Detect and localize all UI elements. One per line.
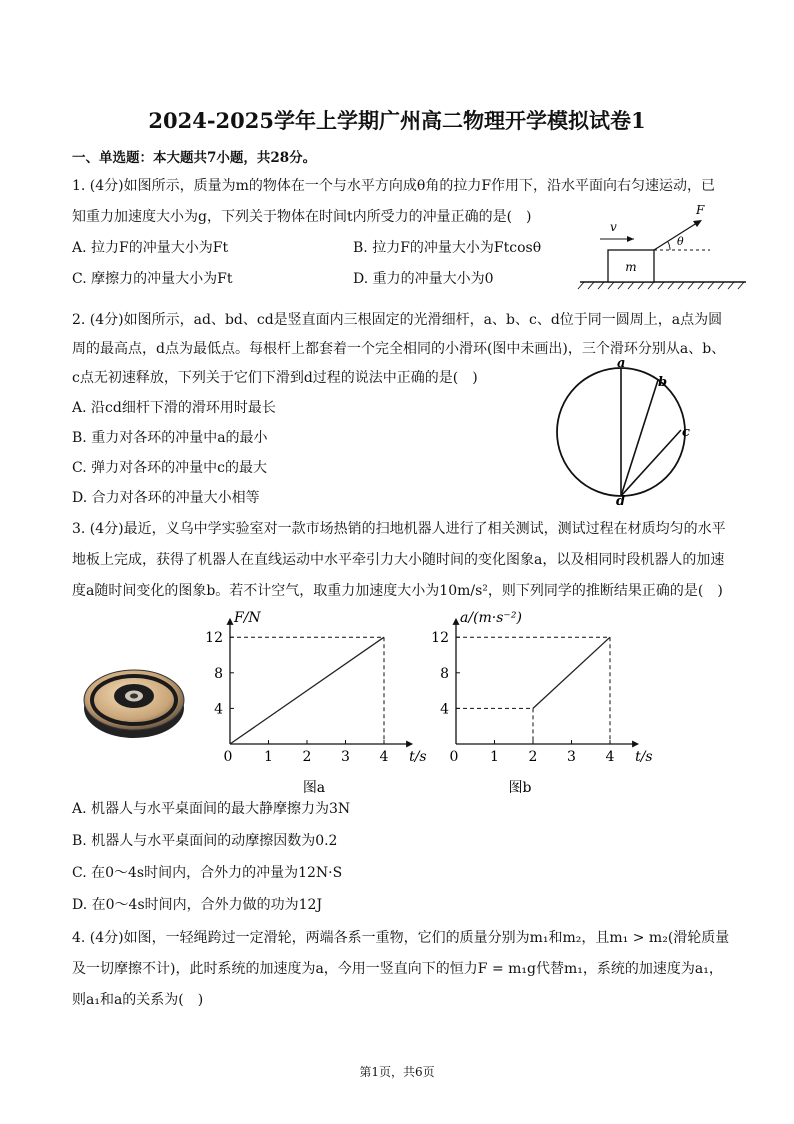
q3-stem-line3: 度a随时间变化的图象b。若不计空气，取重力加速度大小为10m/s²，则下列同学的推断结果正确的是( ) bbox=[72, 583, 723, 599]
mass-label: m bbox=[625, 260, 637, 274]
series-line bbox=[230, 637, 384, 744]
y-axis-arrow bbox=[227, 618, 234, 625]
section-heading: 一、单选题：本大题共7小题，共28分。 bbox=[72, 150, 317, 166]
point-c-label: c bbox=[682, 425, 690, 440]
x-tick-label: 0 bbox=[223, 749, 233, 765]
q1-option-a: A. 拉力F的冲量大小为Ft bbox=[72, 240, 229, 256]
x-tick-label: 0 bbox=[449, 749, 459, 765]
y-tick-label: 12 bbox=[431, 630, 449, 647]
page-footer: 第1页，共6页 bbox=[359, 1065, 435, 1079]
y-tick-label: 8 bbox=[214, 665, 223, 682]
y-tick-label: 4 bbox=[214, 701, 223, 718]
q1-stem-line2: 知重力加速度大小为g，下列关于物体在时间t内所受力的冲量正确的是( ) bbox=[72, 209, 532, 225]
x-tick-label: 2 bbox=[528, 749, 538, 765]
x-tick-label: 3 bbox=[567, 749, 576, 765]
chart-a bbox=[198, 610, 428, 800]
q2-option-a: A. 沿cd细杆下滑的滑环用时最长 bbox=[72, 400, 276, 416]
x-tick-label: 1 bbox=[264, 749, 273, 765]
y-tick-label: 12 bbox=[205, 630, 223, 647]
q3-stem-line2: 地板上完成，获得了机器人在直线运动中水平牵引力大小随时间的变化图象a，以及相同时段机器人的加速 bbox=[72, 552, 725, 568]
y-tick-label: 8 bbox=[440, 665, 449, 682]
q2-option-d: D. 合力对各环的冲量大小相等 bbox=[72, 490, 260, 506]
x-axis-arrow bbox=[632, 741, 639, 748]
q2-option-b: B. 重力对各环的冲量中a的最小 bbox=[72, 430, 268, 446]
robot-vacuum-image bbox=[74, 656, 194, 746]
q3-option-b: B. 机器人与水平桌面间的动摩擦因数为0.2 bbox=[72, 833, 338, 849]
rod-bd bbox=[621, 380, 658, 496]
q4-stem-line2: 及一切摩擦不计)，此时系统的加速度为a，今用一竖直向下的恒力F = m₁g代替m₁，系统的加速度为a₁， bbox=[72, 961, 723, 977]
q2-stem-line2: 周的最高点，d点为最低点。每根杆上都套着一个完全相同的小滑环(图中未画出)，三个滑环分别从a、b、 bbox=[72, 341, 726, 357]
q4-stem-line1: 4. (4分)如图，一轻绳跨过一定滑轮，两端各系一重物，它们的质量分别为m₁和m₂，且m₁ > m₂(滑轮质量 bbox=[72, 930, 730, 946]
rod-cd bbox=[621, 430, 681, 496]
point-a-label: a bbox=[617, 356, 626, 371]
q2-stem-line1: 2. (4分)如图所示，ad、bd、cd是竖直面内三根固定的光滑细杆，a、b、c、d位于同一圆周上，a点为圆 bbox=[72, 312, 723, 328]
velocity-label: v bbox=[610, 220, 617, 234]
x-axis-label: t/s bbox=[635, 749, 653, 765]
chart-b-caption: 图b bbox=[508, 780, 532, 796]
q3-option-d: D. 在0～4s时间内，合外力做的功为12J bbox=[72, 897, 323, 913]
x-axis-arrow bbox=[406, 741, 413, 748]
q4-stem-line3: 则a₁和a的关系为( ) bbox=[72, 992, 204, 1008]
series-line bbox=[533, 637, 610, 708]
point-b-label: b bbox=[658, 375, 668, 390]
y-tick-label: 4 bbox=[440, 701, 449, 718]
q2-option-c: C. 弹力对各环的冲量中c的最大 bbox=[72, 460, 267, 476]
page-title: 2024-2025学年上学期广州高二物理开学模拟试卷1 bbox=[148, 108, 646, 133]
x-tick-label: 4 bbox=[379, 749, 389, 765]
q3-option-a: A. 机器人与水平桌面间的最大静摩擦力为3N bbox=[72, 801, 351, 817]
y-axis-label: F/N bbox=[234, 610, 261, 626]
q3-option-c: C. 在0～4s时间内，合外力的冲量为12N·S bbox=[72, 865, 343, 881]
x-tick-label: 1 bbox=[490, 749, 499, 765]
q1-stem-line1: 1. (4分)如图所示，质量为m的物体在一个与水平方向成θ角的拉力F作用下，沿水平面向右匀速运动，已 bbox=[72, 178, 716, 194]
q1-option-d: D. 重力的冲量大小为0 bbox=[353, 271, 494, 287]
x-tick-label: 4 bbox=[605, 749, 615, 765]
q2-stem-line3: c点无初速释放，下列关于它们下滑到d过程的说法中正确的是( ) bbox=[72, 370, 478, 386]
q3-stem-line1: 3. (4分)最近，义乌中学实验室对一款市场热销的扫地机器人进行了相关测试，测试过程在材质均匀的水平 bbox=[72, 521, 726, 537]
q1-option-c: C. 摩擦力的冲量大小为Ft bbox=[72, 271, 233, 287]
force-label: F bbox=[696, 203, 705, 217]
y-axis-arrow bbox=[453, 618, 460, 625]
chart-a-caption: 图a bbox=[302, 780, 326, 796]
y-axis-label: a/(m·s⁻²) bbox=[460, 610, 522, 626]
theta-label: θ bbox=[677, 235, 684, 248]
q1-option-b: B. 拉力F的冲量大小为Ftcosθ bbox=[353, 240, 542, 256]
point-d-label: d bbox=[616, 494, 626, 506]
q1-figure bbox=[570, 198, 750, 290]
x-tick-label: 3 bbox=[341, 749, 350, 765]
x-axis-label: t/s bbox=[409, 749, 427, 765]
x-tick-label: 2 bbox=[302, 749, 312, 765]
chart-b bbox=[424, 610, 654, 800]
q2-circle-figure bbox=[550, 356, 700, 506]
